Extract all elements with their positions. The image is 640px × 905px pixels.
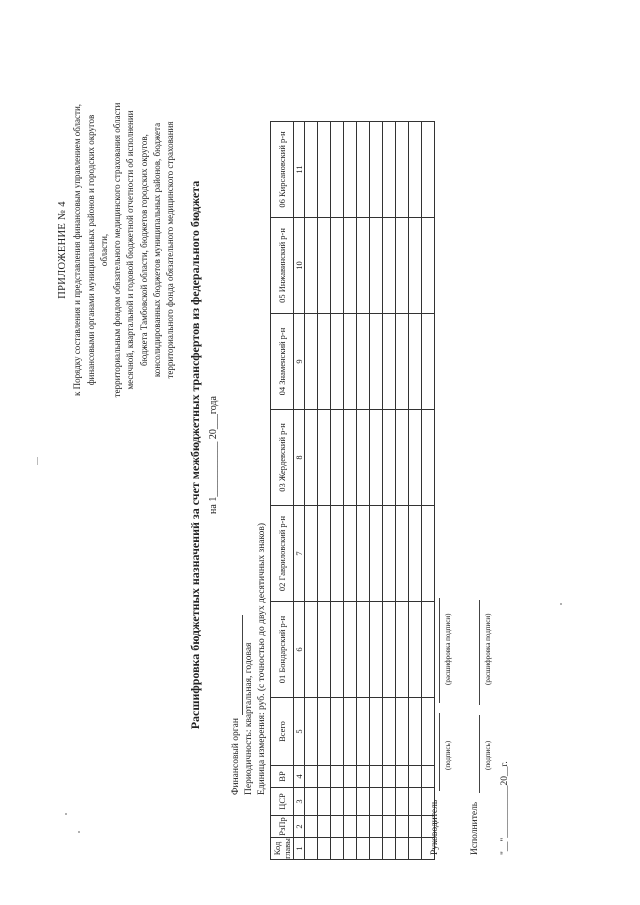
table-cell — [383, 506, 396, 602]
table-cell — [305, 218, 318, 314]
table-cell — [383, 314, 396, 410]
table-cell — [422, 314, 435, 410]
table-cell — [305, 838, 318, 860]
table-cell — [370, 602, 383, 698]
table-cell — [344, 838, 357, 860]
head-signature-row — [430, 598, 440, 855]
appendix-block — [56, 100, 178, 400]
table-cell — [305, 788, 318, 816]
column-number: 9 — [294, 314, 305, 410]
appendix-line: финансовыми органами муниципальных районов и городских округов области, — [85, 114, 109, 386]
table-cell — [409, 218, 422, 314]
head-decode-caption: (расшифровка подписи) — [444, 613, 452, 685]
table-cell — [370, 838, 383, 860]
table-header-row — [271, 122, 294, 860]
table-cell — [318, 506, 331, 602]
header-cell: 03 Жердевский р-н — [271, 410, 294, 506]
table-cell — [396, 602, 409, 698]
periodicity-label: Периодичность: квартальная, годовая — [244, 642, 254, 795]
table-cell — [396, 698, 409, 766]
table-cell — [396, 506, 409, 602]
executor-sign-caption: (подпись) — [484, 740, 492, 770]
header-cell: ЦСР — [271, 788, 294, 816]
executor-sign-line — [479, 715, 480, 793]
appendix-line: бюджета Тамбовской области, бюджетов городских округов, — [138, 134, 149, 366]
date-line: на 1___________ 20___года — [208, 396, 219, 514]
fin-organ-label: Финансовый орган — [231, 718, 241, 795]
table-cell — [370, 788, 383, 816]
scan-speck — [78, 831, 80, 833]
table-row — [383, 122, 396, 860]
table-cell — [370, 218, 383, 314]
table-cell — [396, 788, 409, 816]
head-sign-line — [439, 713, 440, 791]
column-number: 3 — [294, 788, 305, 816]
scan-speck — [65, 813, 67, 815]
table-cell — [357, 698, 370, 766]
table-cell — [331, 314, 344, 410]
table-cell — [357, 602, 370, 698]
table-cell — [383, 410, 396, 506]
table-cell — [409, 602, 422, 698]
header-cell: 05 Инжавинский р-н — [271, 218, 294, 314]
column-number: 2 — [294, 816, 305, 838]
column-number: 5 — [294, 698, 305, 766]
head-label: Руководитель — [430, 799, 440, 855]
table-cell — [383, 766, 396, 788]
table-cell — [370, 698, 383, 766]
table-cell — [409, 410, 422, 506]
table-cell — [370, 506, 383, 602]
header-cell: 02 Гавриловский р-н — [271, 506, 294, 602]
table-cell — [409, 838, 422, 860]
fin-organ-row — [230, 523, 243, 795]
table-cell — [357, 122, 370, 218]
table-cell — [383, 788, 396, 816]
column-number: 10 — [294, 218, 305, 314]
appendix-line: месячной, квартальной и годовой бюджетной отчетности об исполнении — [125, 110, 136, 390]
table-cell — [318, 314, 331, 410]
column-number: 6 — [294, 602, 305, 698]
column-number: 8 — [294, 410, 305, 506]
table-cell — [305, 816, 318, 838]
table-cell — [409, 314, 422, 410]
table-cell — [344, 602, 357, 698]
table-cell — [370, 122, 383, 218]
table-cell — [318, 122, 331, 218]
table-cell — [318, 788, 331, 816]
table-cell — [344, 766, 357, 788]
table-cell — [357, 410, 370, 506]
header-cell: Код главы — [272, 838, 292, 859]
table-cell — [331, 122, 344, 218]
table-cell — [396, 410, 409, 506]
table-row — [409, 122, 422, 860]
table-cell — [331, 766, 344, 788]
table-row — [370, 122, 383, 860]
table-cell — [344, 506, 357, 602]
table-cell — [357, 766, 370, 788]
table-cell — [357, 788, 370, 816]
table-cell — [370, 314, 383, 410]
appendix-line: к Порядку составления и представления финансовым управлением области, — [72, 103, 83, 397]
table-cell — [422, 122, 435, 218]
meta-block — [230, 523, 269, 795]
table-cell — [383, 816, 396, 838]
table-cell — [357, 506, 370, 602]
table-cell — [409, 122, 422, 218]
table-cell — [396, 122, 409, 218]
executor-decode-line — [479, 600, 480, 705]
table-row — [357, 122, 370, 860]
table-cell — [357, 838, 370, 860]
table-cell — [409, 698, 422, 766]
table-cell — [318, 602, 331, 698]
table-cell — [383, 122, 396, 218]
appendix-line: консолидированных бюджетов муниципальных районов, бюджета — [152, 122, 163, 378]
table-cell — [331, 838, 344, 860]
table-cell — [422, 218, 435, 314]
table-row — [305, 122, 318, 860]
column-number-row — [294, 122, 305, 860]
header-cell: 01 Бондарский р-н — [271, 602, 294, 698]
table-cell — [370, 410, 383, 506]
table-row — [318, 122, 331, 860]
table-cell — [344, 410, 357, 506]
table-cell — [331, 218, 344, 314]
table-cell — [409, 816, 422, 838]
executor-label: Исполнитель — [470, 801, 480, 855]
table-cell — [331, 698, 344, 766]
table-cell — [396, 838, 409, 860]
table-cell — [305, 698, 318, 766]
table-row — [344, 122, 357, 860]
appendix-line: территориального фонда обязательного медицинского страхования — [165, 121, 176, 379]
appendix-title: ПРИЛОЖЕНИЕ № 4 — [57, 201, 68, 299]
table-cell — [318, 838, 331, 860]
scan-mark — [37, 457, 38, 465]
header-cell: 04 Знаменский р-н — [271, 314, 294, 410]
table-cell — [409, 506, 422, 602]
executor-decode-caption: (расшифровка подписи) — [484, 613, 492, 685]
table-cell — [305, 314, 318, 410]
table-row — [331, 122, 344, 860]
table-cell — [318, 698, 331, 766]
table-cell — [396, 766, 409, 788]
table-cell — [409, 788, 422, 816]
table-cell — [383, 602, 396, 698]
scan-speck — [560, 603, 562, 605]
table-cell — [409, 766, 422, 788]
executor-signature-row — [470, 600, 480, 855]
table-cell — [331, 602, 344, 698]
table-cell — [318, 218, 331, 314]
table-cell — [344, 816, 357, 838]
unit-label: Единица измерения: руб. (с точностью до двух десятичных знаков) — [257, 522, 267, 795]
table-cell — [331, 788, 344, 816]
table-cell — [344, 122, 357, 218]
table-cell — [396, 218, 409, 314]
table-cell — [344, 788, 357, 816]
table-cell — [370, 766, 383, 788]
table-cell — [383, 838, 396, 860]
table-cell — [305, 602, 318, 698]
header-cell: ВР — [271, 766, 294, 788]
table-row — [396, 122, 409, 860]
head-decode-line — [439, 598, 440, 703]
document-title: Расшифровка бюджетных назначений за счет межбюджетных трансфертов из федерального бюджета — [188, 180, 202, 730]
table-cell — [357, 816, 370, 838]
header-cell: 06 Кирсановский р-н — [271, 122, 294, 218]
table-cell — [344, 698, 357, 766]
table-cell — [305, 122, 318, 218]
table-cell — [305, 410, 318, 506]
table-cell — [331, 410, 344, 506]
column-number: 4 — [294, 766, 305, 788]
transfers-table — [270, 121, 435, 860]
column-number: 1 — [294, 838, 305, 860]
table-cell — [357, 218, 370, 314]
appendix-line: территориальным фондом обязательного медицинского страхования области — [112, 102, 123, 398]
column-number: 7 — [294, 506, 305, 602]
column-number: 11 — [294, 122, 305, 218]
head-sign-caption: (подпись) — [444, 740, 452, 770]
table-cell — [422, 410, 435, 506]
table-cell — [370, 816, 383, 838]
table-cell — [318, 766, 331, 788]
header-cell: РзПр — [271, 816, 294, 838]
table-cell — [422, 506, 435, 602]
table-cell — [344, 218, 357, 314]
table-cell — [305, 766, 318, 788]
table-cell — [318, 816, 331, 838]
header-cell: Всего — [271, 698, 294, 766]
signature-date: "__"___________20__г. — [500, 761, 510, 855]
table-cell — [318, 410, 331, 506]
table-cell — [344, 314, 357, 410]
table-cell — [383, 698, 396, 766]
table-cell — [357, 314, 370, 410]
table-cell — [331, 506, 344, 602]
table-cell — [331, 816, 344, 838]
table-cell — [383, 218, 396, 314]
table-cell — [396, 314, 409, 410]
table-cell — [396, 816, 409, 838]
table-cell — [305, 506, 318, 602]
